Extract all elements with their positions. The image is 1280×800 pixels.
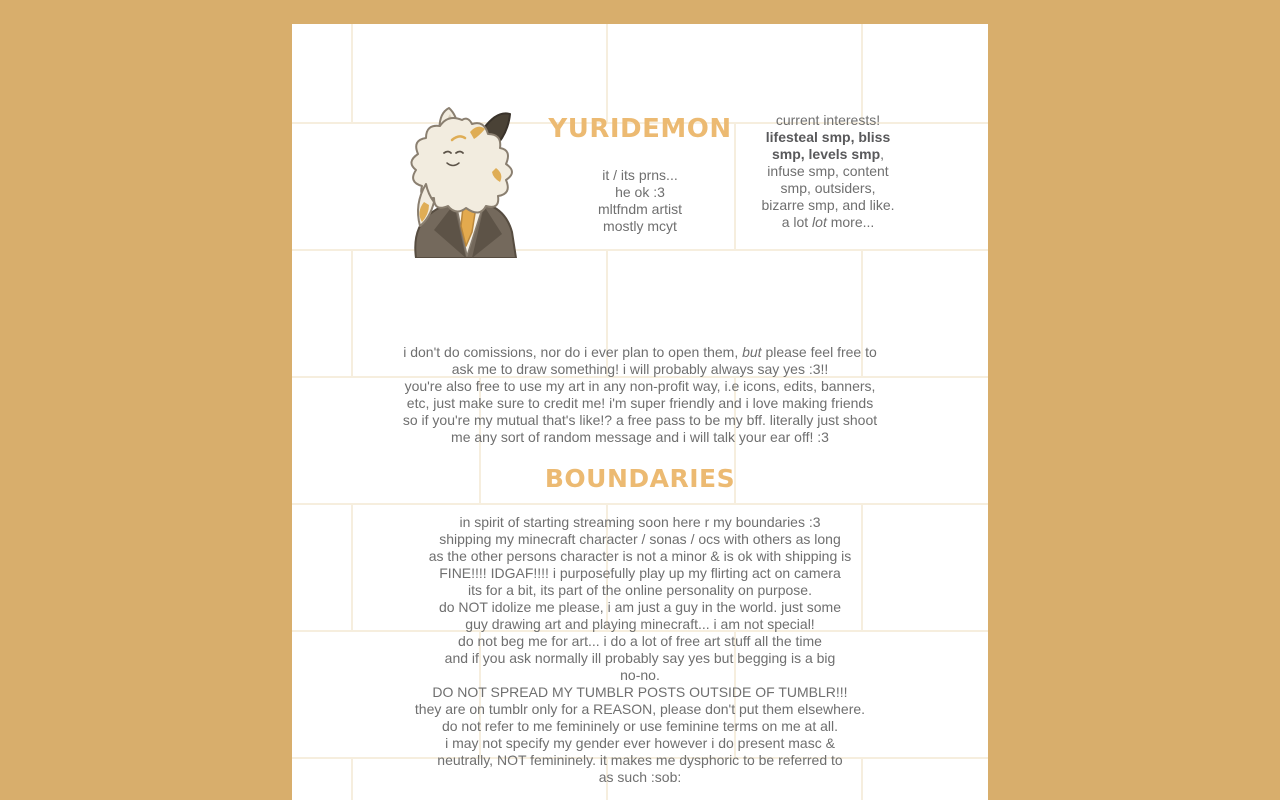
boundaries-heading: BOUNDARIES [544, 464, 736, 493]
profile-card [292, 24, 988, 800]
blog-title: YURIDEMON [548, 114, 732, 144]
pronouns-bio: it / its prns... he ok :3 mltfndm artist mostly mcyt [597, 167, 682, 234]
about-paragraph: i don't do comissions, nor do i ever plan to open them, but please feel free to ask me to draw something! i will probably always say yes :3!! you're also free to use my art in any non-profit way, i.e icons, edits, banners, etc, just make sure to credit me! i'm super friendly and i love making friends so if you're my mutual that's like!? a free pass to be my bff. literally just shoot me any sort of random message and i will talk your ear off! :3 [402, 344, 878, 445]
boundaries-paragraph: in spirit of starting streaming soon here r my boundaries :3 shipping my minecraft character / sonas / ocs with others as long as the other persons character is not a minor & is ok with shipping is FINE!!!! IDGAF!!!! i purposefully play up my flirting act on camera its for a bit, its part of the online personality on purpose. do NOT idolize me please, i am just a guy in the world. just some guy drawing art and playing minecraft... i am not special! do not beg me for art... i do a lot of free art stuff all the time and if you ask normally ill probably say yes but begging is a big no-no. DO NOT SPREAD MY TUMBLR POSTS OUTSIDE OF TUMBLR!!! they are on tumblr only for a REASON, please don't put them elsewhere. do not refer to me femininely or use feminine terms on me at all. i may not specify my gender ever however i do present masc & neutrally, NOT femininely. it makes me dysphoric to be referred to as such :sob: [414, 514, 866, 785]
current-interests: current interests! lifesteal smp, bliss smp, levels smp, infuse smp, content smp, outsiders, bizarre smp, and like. a lot lot more... [761, 112, 895, 230]
